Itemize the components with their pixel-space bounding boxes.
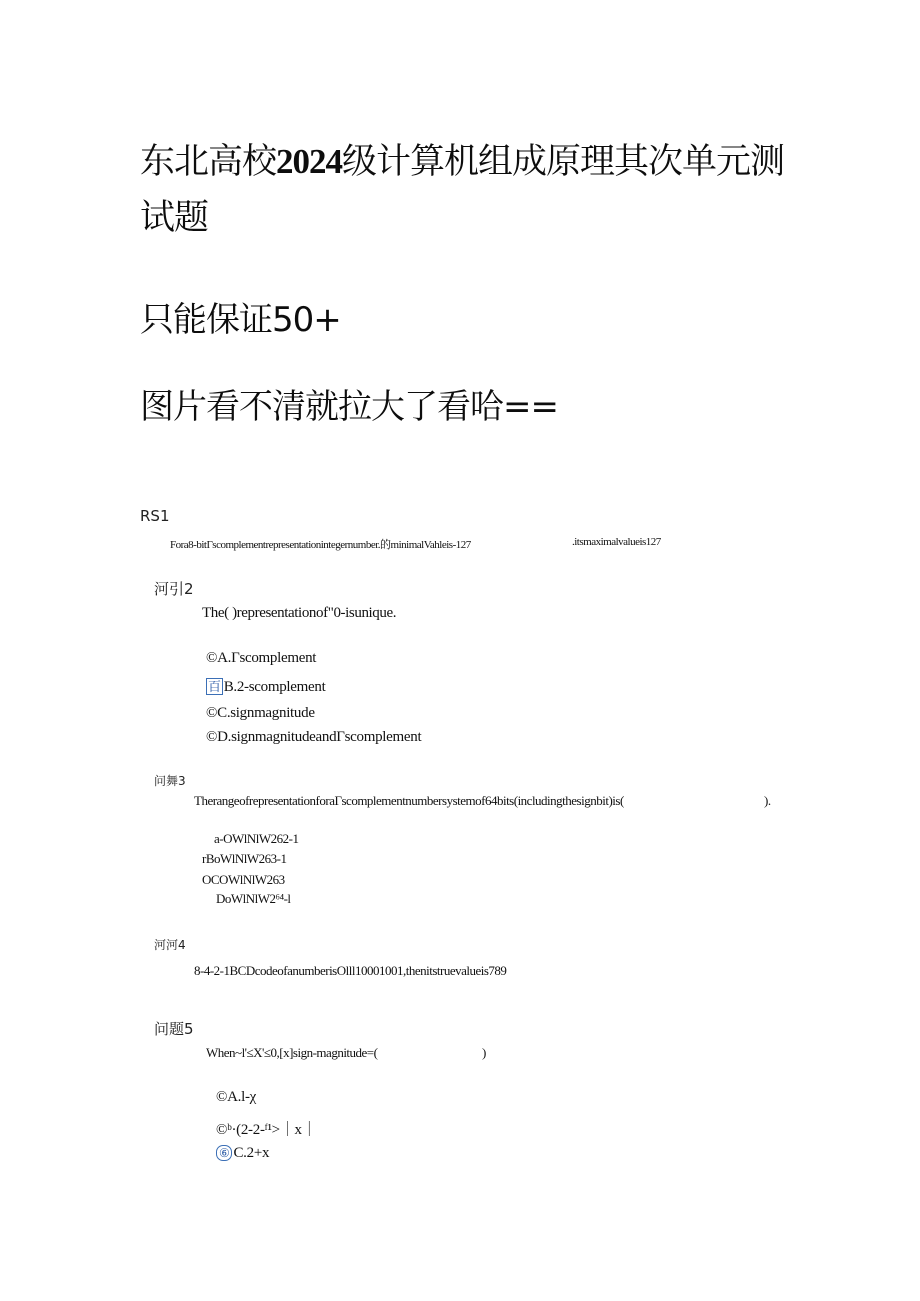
option-marker: © — [216, 1089, 228, 1105]
question-2-option-a[interactable] — [206, 650, 316, 667]
question-3-label: 问舞3 — [154, 774, 186, 788]
question-5-option-a[interactable] — [216, 1089, 256, 1106]
question-2-label: 河引2 — [154, 580, 194, 598]
question-5-label: 问题5 — [154, 1020, 194, 1038]
document-title — [140, 134, 784, 190]
option-marker: © — [206, 705, 218, 721]
question-3-option-b[interactable]: rBoWlNlW263-1 — [202, 851, 287, 866]
option-marker: © — [216, 1122, 228, 1138]
question-4-label: 河河4 — [154, 938, 186, 952]
question-2-option-d[interactable] — [206, 729, 421, 746]
option-text: B.2-scomplement — [223, 679, 326, 695]
option-text: C.signmagnitude — [217, 705, 315, 721]
selected-marker-icon: ⑥ — [216, 1145, 232, 1161]
question-3-stem: TherangeofrepresentationforaΓscomplementnumbersystemof64bits(includingthesignbit)is( — [194, 793, 624, 808]
title-prefix: 东北高校 — [140, 142, 277, 182]
question-2-option-b[interactable] — [206, 678, 325, 696]
question-2-option-c[interactable] — [206, 705, 315, 722]
option-marker: © — [206, 650, 218, 666]
option-text: A.l-χ — [227, 1089, 257, 1105]
question-5-option-b[interactable] — [216, 1118, 316, 1139]
question-3-stem-end: ). — [764, 793, 771, 808]
question-1-label: RS1 — [140, 507, 170, 525]
option-text: ᵇ·(2-2-ᶠ¹>｜x｜ — [227, 1122, 317, 1138]
selected-marker-icon: 百 — [208, 679, 221, 694]
question-2-stem: The( )representationof"0-isunique. — [202, 605, 397, 621]
note-zoom: 图片看不清就拉大了看哈== — [140, 387, 558, 427]
question-1-text: Fora8-bitΓscomplementrepresentationintegernumber.的minimalVahleis-127 — [170, 539, 471, 551]
title-year: 2024 — [276, 142, 343, 181]
document-title-line2: 试题 — [140, 198, 209, 238]
question-5-option-c[interactable] — [216, 1145, 269, 1162]
option-text: A.Γscomplement — [217, 650, 317, 666]
title-suffix: 级计算机组成原理其次单元测 — [342, 142, 785, 182]
question-1-text-right: .itsmaximalvalueis127 — [572, 536, 661, 548]
option-text: D.signmagnitudeandΓscomplement — [217, 729, 422, 745]
question-4-stem: 8-4-2-1BCDcodeofanumberisOlll10001001,thenitstruevalueis789 — [194, 963, 507, 978]
question-3-option-c[interactable]: OCOWlNlW263 — [202, 872, 285, 887]
option-text: C.2+x — [233, 1145, 270, 1161]
option-marker: © — [206, 729, 218, 745]
question-3-option-d[interactable]: DoWlNlW2⁶⁴-l — [216, 891, 291, 906]
question-5-stem-end: ) — [482, 1045, 486, 1060]
question-3-option-a[interactable]: a-OWlNlW262-1 — [214, 831, 299, 846]
note-score: 只能保证50+ — [140, 300, 341, 340]
question-5-stem: When~l'≤X'≤0,[x]sign-magnitude=( — [206, 1045, 378, 1060]
